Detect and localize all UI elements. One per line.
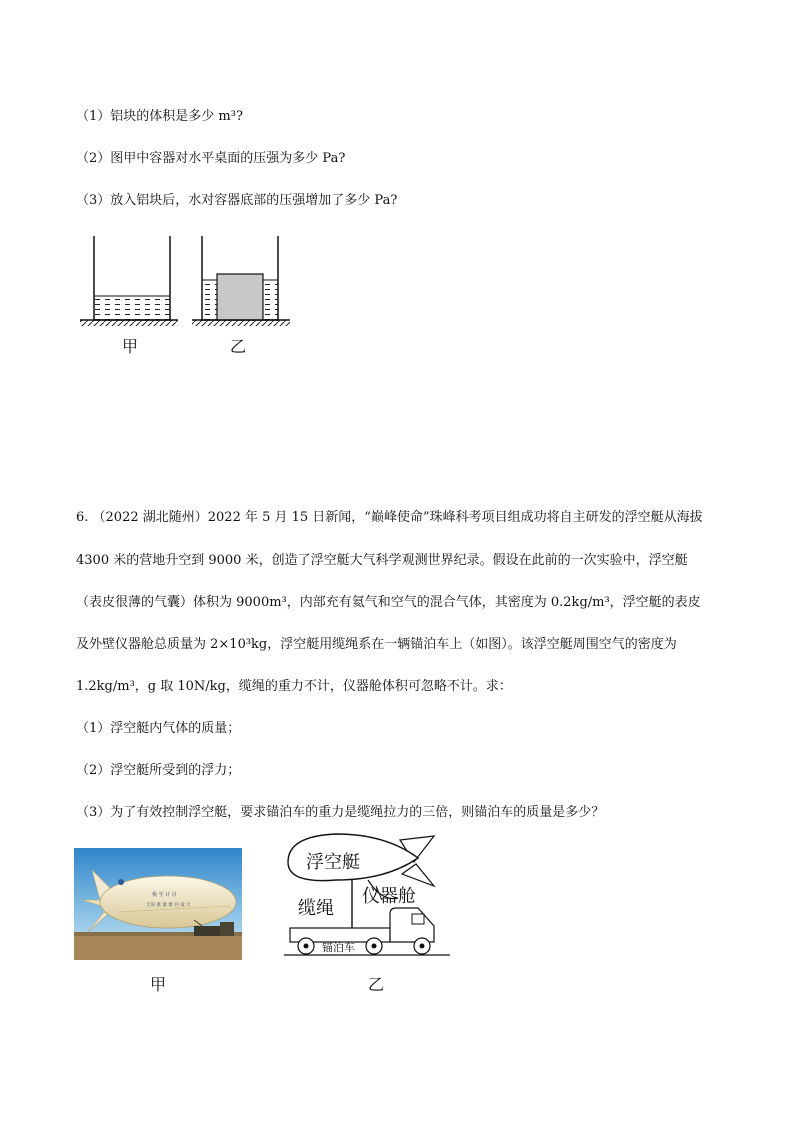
photo-text-line1: 极 至 计 目 xyxy=(152,892,177,898)
q6-sub1: （1）浮空艇内气体的质量； xyxy=(76,721,241,736)
q6-line3: （表皮很薄的气囊）体积为 9000m³，内部充有氦气和空气的混合气体，其密度为 0.2kg/m³，浮空艇的表皮 xyxy=(76,595,701,610)
q6-line1: 6. （2022 湖北随州）2022 年 5 月 15 日新闻，“巅峰使命”珠峰科考项目组成功将自主研发的浮空艇从海拔 xyxy=(76,510,703,525)
q6-fig-caption-jia: 甲 xyxy=(150,975,167,994)
label-airship: 浮空艇 xyxy=(306,852,360,873)
q5-sub2: （2）图甲中容器对水平桌面的压强为多少 Pa? xyxy=(76,151,346,166)
airship-photo xyxy=(74,848,242,960)
airship-diagram xyxy=(282,828,454,962)
airship-logo-icon xyxy=(118,879,124,885)
photo-text-line2: 天旧 重 量 要 共 设 大 xyxy=(146,903,191,908)
q6-line2: 4300 米的营地升空到 9000 米，创造了浮空艇大气科学观测世界纪录。假设在此前的一次实验中，浮空艇 xyxy=(76,553,688,568)
q6-fig-caption-yi: 乙 xyxy=(368,975,385,994)
q6-line4: 及外壁仪器舱总质量为 2×10³kg，浮空艇用缆绳系在一辆锚泊车上（如图）。该浮空艇周围空气的密度为 xyxy=(76,637,677,652)
q6-line5: 1.2kg/m³，g 取 10N/kg，缆绳的重力不计，仪器舱体积可忽略不计。求： xyxy=(76,679,512,694)
label-cable: 缆绳 xyxy=(298,898,334,919)
table-jia xyxy=(80,320,178,326)
beaker-yi xyxy=(202,236,278,320)
label-truck: 锚泊车 xyxy=(322,941,355,954)
q6-sub3: （3）为了有效控制浮空艇，要求锚泊车的重力是缆绳拉力的三倍，则锚泊车的质量是多少？ xyxy=(76,805,605,820)
aluminum-block xyxy=(217,274,263,320)
q5-fig-caption-yi: 乙 xyxy=(230,337,247,356)
table-yi xyxy=(192,320,290,326)
q5-sub1: （1）铝块的体积是多少 m³? xyxy=(76,109,243,124)
q5-fig-caption-jia: 甲 xyxy=(122,337,139,356)
beaker-jia xyxy=(94,236,170,320)
q5-sub3: （3）放入铝块后，水对容器底部的压强增加了多少 Pa? xyxy=(76,193,398,208)
q6-sub2: （2）浮空艇所受到的浮力； xyxy=(76,763,241,778)
beakers-figure xyxy=(74,232,294,328)
label-cabin: 仪器舱 xyxy=(362,886,416,907)
